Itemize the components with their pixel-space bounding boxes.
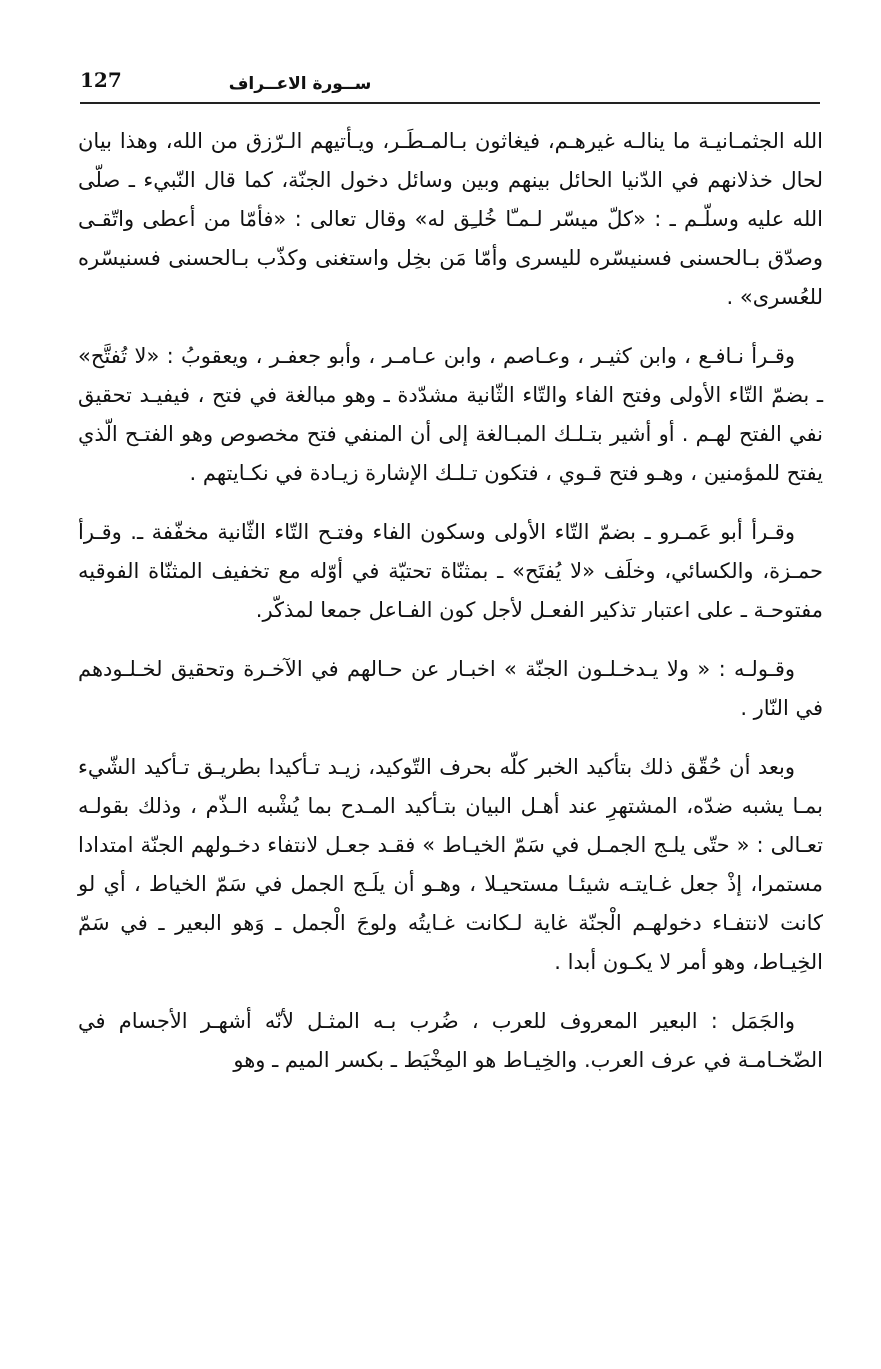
body-text	[78, 122, 823, 1100]
paragraph: وقـرأ نـافـع ، وابن كثيـر ، وعـاصم ، وابن عـامـر ، وأبو جعفـر ، ويعقوبُ : «لا تُفتَّح» ـ بضمّ التّاء الأولى وفتح الفاء والتّاء الثّانية مشدّدة ـ وهو مبالغة في فتح ، فيفيـد تحقيق نفي الفتح لهـم . أو أشير بتـلـك المبـالغة إلى أن المنفي فتح مخصوص وهو الفتـح الّذي يفتح للمؤمنين ، وهـو فتح قـوي ، فتكون تـلـك الإشارة زيـادة في نكـايتهم .	[78, 344, 823, 485]
paragraph: والجَمَل : البعير المعروف للعرب ، ضُرب بـه المثـل لأنّه أشهـر الأجسام في الضّخـامـة في عرف العرب. والخِيـاط هو المِخْيَط ـ بكسر الميم ـ وهو	[78, 1009, 823, 1072]
paragraph: الله الجثمـانيـة ما ينالـه غيرهـم، فيغاثون بـالمـطَـر، ويـأتيهم الـرّزق من الله، وهذا بيان لحال خذلانهم في الدّنيا الحائل بينهم وبين وسائل دخول الجنّة، كما قال النّبيء ـ صلّى الله عليه وسلّـم ـ : «كلّ ميسّر لـمـّا خُلـِق له» وقال تعالى : «فأمّا من أعطى واتّقـى وصدّق بـالحسنى فسنيسّره لليسرى وأمّا مَن بخِل واستغنى وكذّب بـالحسنى فسنيسّره للعُسرى» .	[78, 129, 823, 309]
surah-title: ســورة الاعــراف	[228, 74, 372, 94]
running-header	[80, 62, 820, 98]
header-divider	[80, 102, 820, 104]
paragraph: وقـرأ أبو عَمـرو ـ بضمّ التّاء الأولى وسكون الفاء وفتـح التّاء الثّانية مخفّفة ـ. وقـرأ حمـزة، والكسائي، وخلَف «لا يُفتَح» ـ بمثنّاة تحتيّة في أوّله مع تخفيف المثنّاة الفوقيه مفتوحـة ـ على اعتبار تذكير الفعـل لأجل كون الفـاعل جمعا لمذكّر.	[78, 520, 823, 622]
paragraph: وبعد أن حُقّق ذلك بتأكيد الخبر كلّه بحرف التّوكيد، زيـد تـأكيدا بطريـق تـأكيد الشّيء بمـا يشبه ضدّه، المشتهرِ عند أهـل البيان بتـأكيد المـدح بما يُشْبه الـذّم ، وذلك بقولـه تعـالى : « حتّى يلـج الجمـل في سَمّ الخيـاط » فقـد جعـل لانتفاء دخـولهم الجنّة امتدادا مستمرا، إذْ جعل غـايتـه شيئـا مستحيـلا ، وهـو أن يلَـج الجمل في سَمّ الخياط ، أي لو كانت لانتفـاء دخولهـم الْجنّة غاية لـكانت غـايتُه ولوجَ الْجمل ـ وَهو البعير ـ في سَمّ الخِيـاط، وهو أمر لا يكـون أبدا .	[78, 755, 823, 974]
paragraph: وقـولـه : « ولا يـدخـلـون الجنّة » اخبـار عن حـالهم في الآخـرة وتحقيق لخـلـودهم في النّار .	[78, 657, 823, 720]
page-number: 127	[80, 68, 122, 92]
